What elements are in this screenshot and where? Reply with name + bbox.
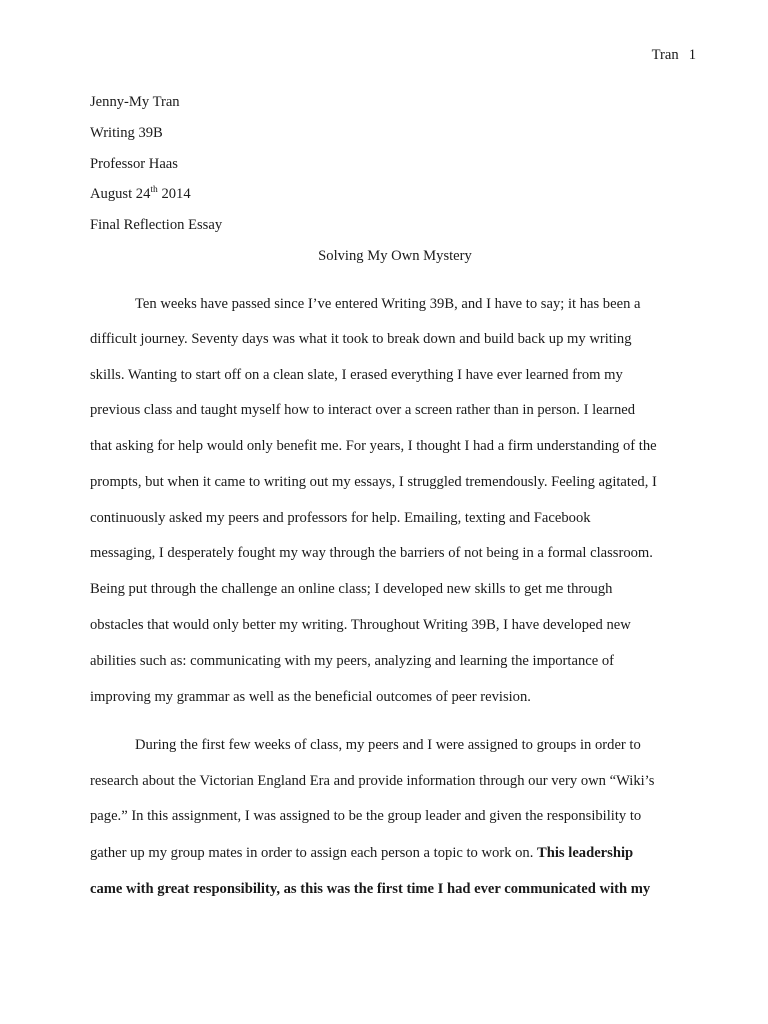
paragraph-line: page.” In this assignment, I was assigned to be the group leader and given the responsibility to <box>90 808 642 824</box>
date-prefix: August 24 <box>90 186 151 202</box>
professor-name: Professor Haas <box>90 156 178 172</box>
paragraph-line: continuously asked my peers and professors for help. Emailing, texting and Facebook <box>90 510 591 526</box>
paragraph-line: improving my grammar as well as the beneficial outcomes of peer revision. <box>90 689 531 705</box>
date-suffix: 2014 <box>157 186 191 202</box>
paragraph-line: previous class and taught myself how to interact over a screen rather than in person. I learned <box>90 402 636 418</box>
paragraph-line: difficult journey. Seventy days was what it took to break down and build back up my writing <box>90 331 632 347</box>
line-regular-text: gather up my group mates in order to assign each person a topic to work on. <box>90 845 538 861</box>
paragraph-line: skills. Wanting to start off on a clean slate, I erased everything I have ever learned from my <box>90 367 623 383</box>
course-name: Writing 39B <box>90 125 163 141</box>
running-header <box>652 47 696 64</box>
student-name: Jenny-My Tran <box>90 94 180 110</box>
essay-title: Solving My Own Mystery <box>318 248 472 264</box>
paragraph-line: messaging, I desperately fought my way through the barriers of not being in a formal classroom. <box>90 545 653 561</box>
line-bold-text: This leadership <box>537 845 634 861</box>
page-number: 1 <box>688 47 696 63</box>
assignment-name: Final Reflection Essay <box>90 217 223 233</box>
paragraph-line: abilities such as: communicating with my peers, analyzing and learning the importance of <box>90 653 615 669</box>
header-surname: Tran <box>651 47 679 63</box>
paragraph-line <box>90 845 633 862</box>
paragraph-line: that asking for help would only benefit me. For years, I thought I had a firm understanding of the <box>90 438 657 454</box>
paragraph-line: Being put through the challenge an online class; I developed new skills to get me through <box>90 581 613 597</box>
paragraph-line: prompts, but when it came to writing out my essays, I struggled tremendously. Feeling agitated, I <box>90 474 657 490</box>
paragraph-line: obstacles that would only better my writing. Throughout Writing 39B, I have developed new <box>90 617 631 633</box>
paragraph-line: Ten weeks have passed since I’ve entered Writing 39B, and I have to say; it has been a <box>135 296 641 312</box>
paragraph-line: research about the Victorian England Era and provide information through our very own “Wiki’s <box>90 773 655 789</box>
essay-date <box>90 186 191 203</box>
date-ordinal: th <box>150 185 158 196</box>
paragraph-line: During the first few weeks of class, my peers and I were assigned to groups in order to <box>135 737 641 753</box>
paragraph-line-bold: came with great responsibility, as this was the first time I had ever communicated with my <box>90 881 651 897</box>
